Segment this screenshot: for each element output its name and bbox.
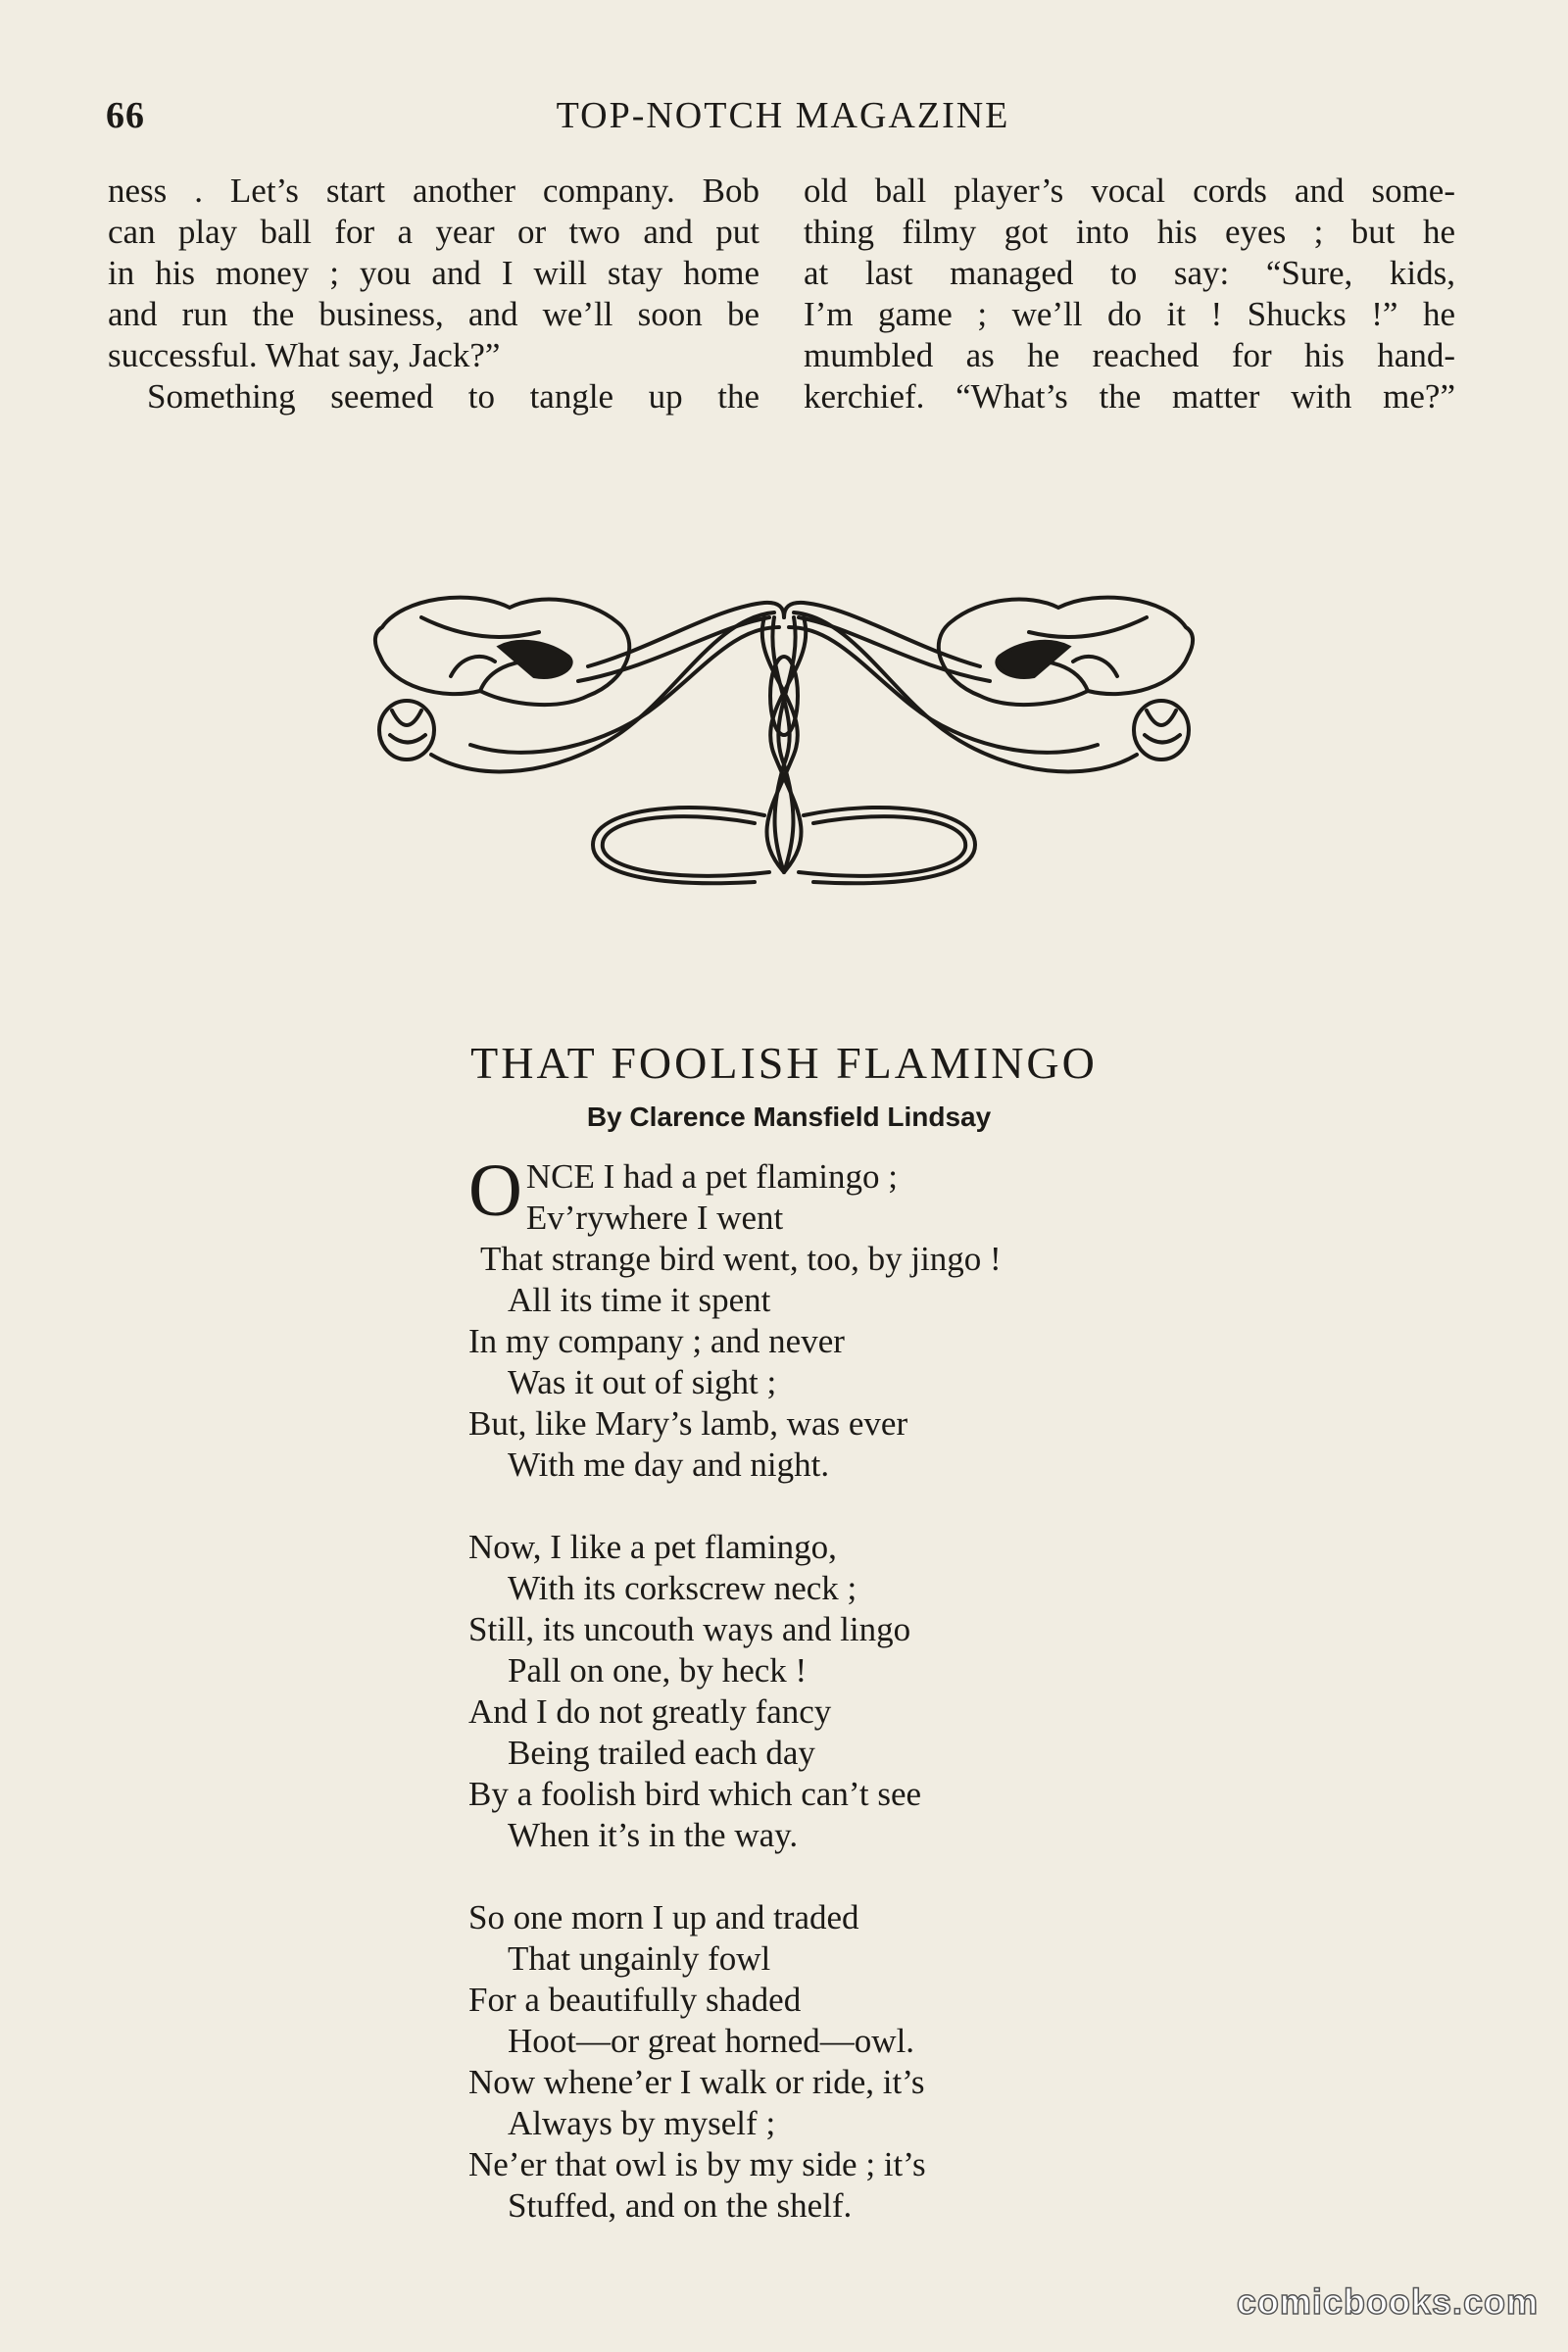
poem-line: NCE I had a pet flamingo ; <box>525 1157 898 1196</box>
story-line: can play ball for a year or two and put <box>108 213 760 251</box>
story-line: at last managed to say: “Sure, kids, <box>804 254 1455 292</box>
story-line: mumbled as he reached for his hand- <box>804 336 1455 374</box>
poem-line: Pall on one, by heck ! <box>508 1651 808 1690</box>
story-line: Something seemed to tangle up the <box>147 377 760 416</box>
stanza <box>468 1150 1154 1486</box>
poem-line: That ungainly fowl <box>508 1939 771 1978</box>
story-line: ness . Let’s start another company. Bob <box>108 172 760 210</box>
stanza <box>468 1897 1154 2227</box>
left-column <box>108 171 760 417</box>
story-line: successful. What say, Jack?” <box>108 336 501 374</box>
story-line: and run the business, and we’ll soon be <box>108 295 760 333</box>
poem-line: Ne’er that owl is by my side ; it’s <box>468 2145 926 2183</box>
running-head <box>106 94 1460 143</box>
story-line: thing filmy got into his eyes ; but he <box>804 213 1455 251</box>
poem-line: Now whene’er I walk or ride, it’s <box>468 2063 925 2101</box>
poem-line: All its time it spent <box>508 1281 771 1319</box>
poem-line: With me day and night. <box>508 1446 830 1484</box>
poem-line: So one morn I up and traded <box>468 1898 859 1936</box>
poem-line: Always by myself ; <box>508 2104 776 2142</box>
poem-line: Being trailed each day <box>508 1734 815 1772</box>
story-continuation <box>108 171 1460 435</box>
poem-line: In my company ; and never <box>468 1322 845 1360</box>
watermark: comicbooks.com <box>1236 2281 1539 2322</box>
page-number: 66 <box>106 95 145 136</box>
poem-line: Ev’rywhere I went <box>525 1199 784 1237</box>
poem-line: But, like Mary’s lamb, was ever <box>468 1404 908 1443</box>
poem-line: And I do not greatly fancy <box>468 1692 832 1731</box>
magazine-title: TOP-NOTCH MAGAZINE <box>556 95 1010 136</box>
poem-byline: By Clarence Mansfield Lindsay <box>586 1102 992 1132</box>
poem-line: Was it out of sight ; <box>508 1363 777 1401</box>
poem-line: Stuffed, and on the shelf. <box>508 2186 853 2225</box>
stanza <box>468 1527 1154 1856</box>
story-line: kerchief. “What’s the matter with me?” <box>804 377 1455 416</box>
poem-line: With its corkscrew neck ; <box>508 1569 858 1607</box>
poem-line: By a foolish bird which can’t see <box>468 1775 922 1813</box>
poem-line: For a beautifully shaded <box>468 1981 802 2019</box>
poem-line: Still, its uncouth ways and lingo <box>468 1610 911 1648</box>
poem-line: When it’s in the way. <box>508 1816 799 1854</box>
poem-line: That strange bird went, too, by jingo ! <box>480 1240 1002 1278</box>
poem-line: Now, I like a pet flamingo, <box>468 1528 837 1566</box>
poem-line: Hoot—or great horned—owl. <box>508 2022 915 2060</box>
drop-cap: O <box>468 1150 522 1232</box>
right-column <box>804 171 1455 417</box>
story-line: in his money ; you and I will stay home <box>108 254 760 292</box>
poem-title: THAT FOOLISH FLAMINGO <box>470 1038 1098 1088</box>
poem-body <box>468 1150 1154 2268</box>
story-line: I’m game ; we’ll do it ! Shucks !” he <box>804 295 1455 333</box>
art-nouveau-poppy-ornament-icon <box>363 588 1205 892</box>
story-line: old ball player’s vocal cords and some- <box>804 172 1455 210</box>
